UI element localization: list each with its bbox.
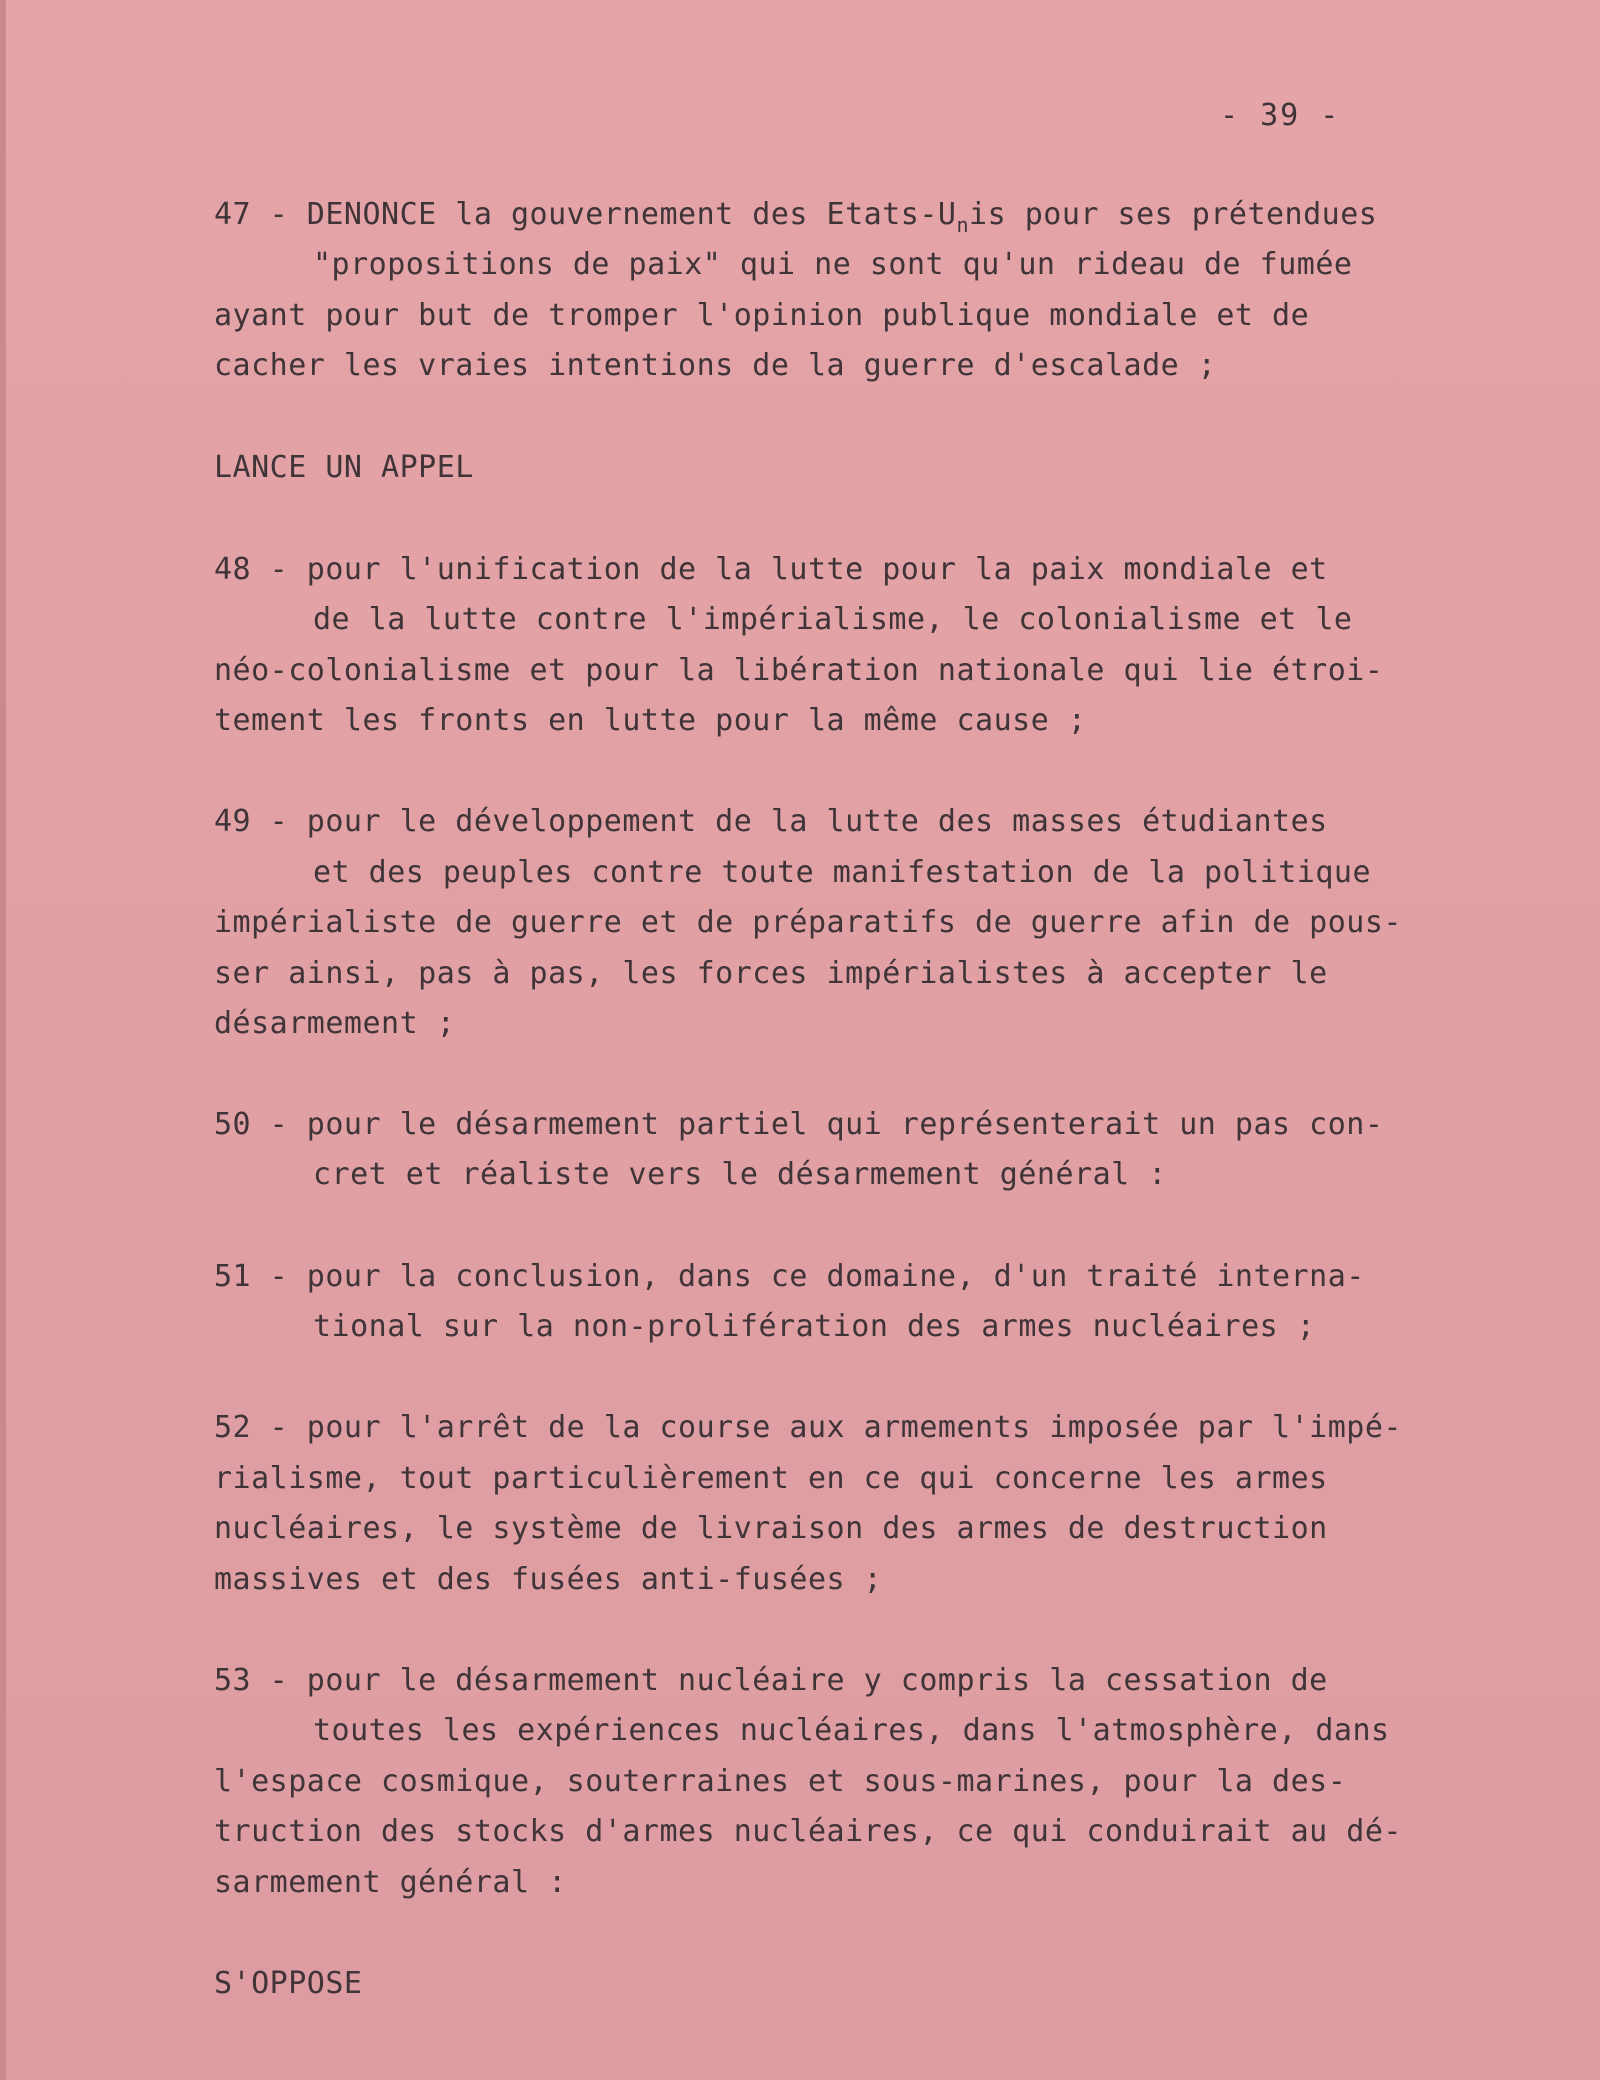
paragraph-47-subscript: n: [956, 213, 970, 237]
heading-s-oppose: S'OPPOSE: [214, 1966, 363, 2001]
paragraph-47-line-1: [214, 196, 1377, 244]
paragraph-49-line-2: et des peuples contre toute manifestation de la politique: [313, 855, 1372, 890]
paragraph-47-line-3: ayant pour but de tromper l'opinion publique mondiale et de: [214, 298, 1310, 333]
paragraph-53-line-2: toutes les expériences nucléaires, dans l'atmosphère, dans: [313, 1713, 1390, 1748]
paragraph-49-line-3: impérialiste de guerre et de préparatifs de guerre afin de pous-: [214, 905, 1402, 940]
paragraph-47-line-2: "propositions de paix" qui ne sont qu'un rideau de fumée: [313, 247, 1353, 282]
paragraph-53-line-4: truction des stocks d'armes nucléaires, ce qui conduirait au dé-: [214, 1814, 1402, 1849]
paragraph-49-line-1: 49 - pour le développement de la lutte des masses étudiantes: [214, 804, 1328, 839]
paragraph-53-line-3: l'espace cosmique, souterraines et sous-marines, pour la des-: [214, 1764, 1347, 1799]
paragraph-48-line-4: tement les fronts en lutte pour la même cause ;: [214, 703, 1087, 738]
page-edge: [0, 0, 6, 2080]
paragraph-53-line-5: sarmement général :: [214, 1865, 567, 1900]
paragraph-48-line-3: néo-colonialisme et pour la libération nationale qui lie étroi-: [214, 653, 1384, 688]
paragraph-52-line-1: 52 - pour l'arrêt de la course aux armements imposée par l'impé-: [214, 1410, 1402, 1445]
page-number: - 39 -: [1220, 98, 1341, 133]
paragraph-52-line-4: massives et des fusées anti-fusées ;: [214, 1562, 883, 1597]
paragraph-52-line-3: nucléaires, le système de livraison des armes de destruction: [214, 1511, 1328, 1546]
paragraph-48-line-1: 48 - pour l'unification de la lutte pour la paix mondiale et: [214, 552, 1328, 587]
paragraph-52-line-2: rialisme, tout particulièrement en ce qui concerne les armes: [214, 1461, 1328, 1496]
paragraph-51-line-2: tional sur la non-prolifération des armes nucléaires ;: [313, 1309, 1316, 1344]
paragraph-49-line-4: ser ainsi, pas à pas, les forces impérialistes à accepter le: [214, 956, 1328, 991]
paragraph-51-line-1: 51 - pour la conclusion, dans ce domaine, d'un traité interna-: [214, 1259, 1365, 1294]
heading-lance-un-appel: LANCE UN APPEL: [214, 450, 474, 485]
paragraph-47-line-1-tail: is pour ses prétendues: [969, 197, 1378, 232]
paragraph-49-line-5: désarmement ;: [214, 1006, 456, 1041]
paragraph-47-line-4: cacher les vraies intentions de la guerre d'escalade ;: [214, 348, 1217, 383]
paragraph-47-line-1-head: 47 - DENONCE la gouvernement des Etats-U: [214, 197, 957, 232]
paragraph-50-line-1: 50 - pour le désarmement partiel qui représenterait un pas con-: [214, 1107, 1384, 1142]
paragraph-53-line-1: 53 - pour le désarmement nucléaire y compris la cessation de: [214, 1663, 1328, 1698]
paragraph-48-line-2: de la lutte contre l'impérialisme, le colonialisme et le: [313, 602, 1353, 637]
paragraph-50-line-2: cret et réaliste vers le désarmement général :: [313, 1157, 1167, 1192]
